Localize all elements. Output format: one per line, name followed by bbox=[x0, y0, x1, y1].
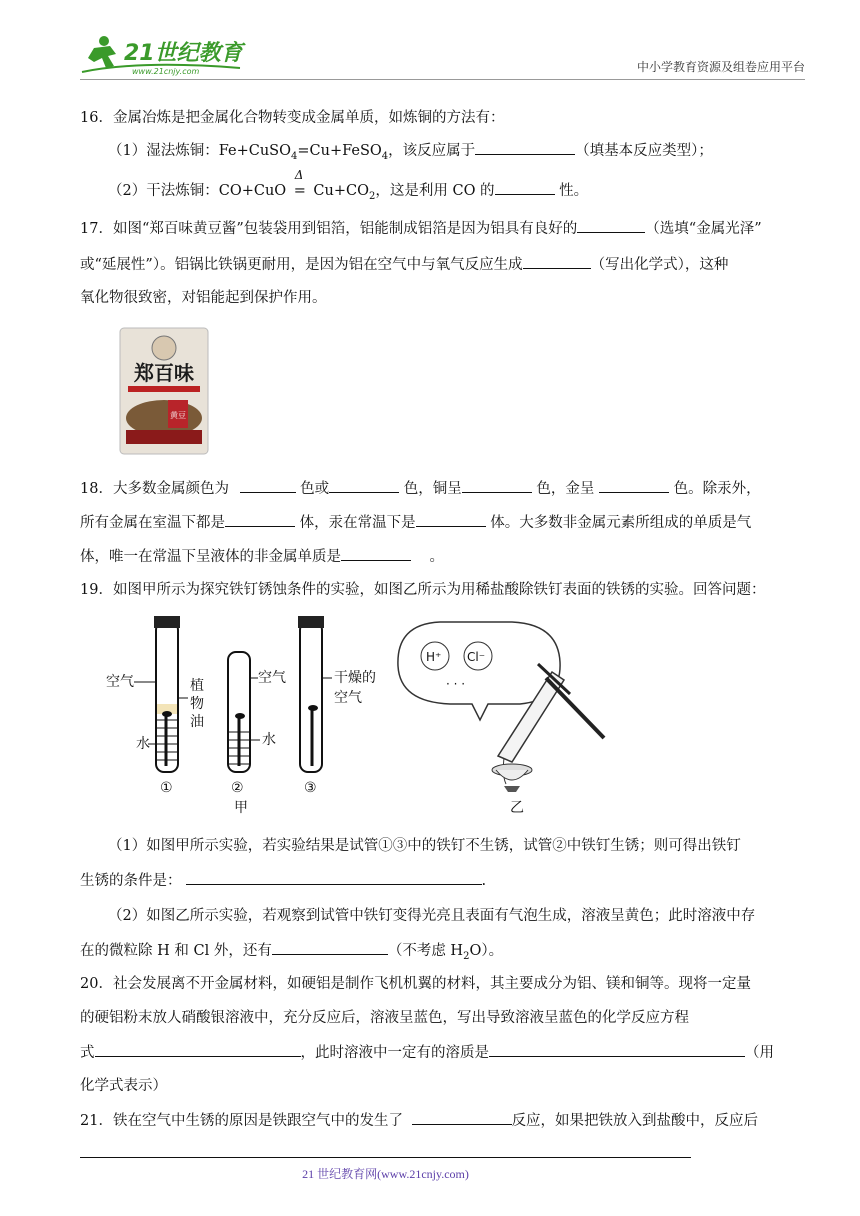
svg-text:②: ② bbox=[231, 780, 244, 796]
svg-text:甲: 甲 bbox=[234, 800, 248, 816]
q19-sub2-line1: （2）如图乙所示实验，若观察到试管中铁钉变得光亮且表面有气泡生成，溶液呈黄色；此时溶液中存 bbox=[108, 908, 756, 924]
q20-line1: 20．社会发展离不开金属材料，如硬铝是制作飞机机翼的材料，其主要成分为铝、镁和铜等。现将一定量 bbox=[80, 976, 751, 992]
svg-text:①: ① bbox=[160, 780, 173, 796]
svg-text:www.21cnjy.com: www.21cnjy.com bbox=[132, 67, 200, 76]
answer-blank[interactable] bbox=[225, 512, 295, 527]
answer-blank[interactable] bbox=[462, 478, 532, 493]
answer-blank[interactable] bbox=[341, 546, 411, 561]
soybean-paste-package-image bbox=[118, 326, 210, 456]
svg-text:空气: 空气 bbox=[334, 690, 362, 706]
answer-blank[interactable] bbox=[489, 1042, 745, 1057]
answer-blank[interactable] bbox=[495, 180, 555, 195]
svg-text:水: 水 bbox=[136, 736, 150, 752]
q16-stem: 16．金属冶炼是把金属化合物转变成金属单质，如炼铜的方法有： bbox=[80, 110, 505, 126]
footer-divider bbox=[80, 1157, 691, 1158]
rust-experiment-figure bbox=[100, 616, 620, 816]
q17-line1: 17．如图“郑百味黄豆酱”包装袋用到铝箔，铝能制成铝箔是因为铝具有良好的 （选填“金属光泽” bbox=[80, 218, 762, 239]
platform-name: 中小学教育资源及组卷应用平台 bbox=[636, 60, 805, 74]
svg-text:H⁺: H⁺ bbox=[426, 650, 442, 664]
answer-blank[interactable] bbox=[523, 254, 591, 269]
answer-blank[interactable] bbox=[240, 478, 296, 493]
q16-part2: （2）干法炼铜：CO+CuO Δ = $Cu+CO_2$，这是利用 CO 的 性。 bbox=[108, 168, 589, 202]
answer-blank[interactable] bbox=[416, 512, 486, 527]
q19-stem: 19．如图甲所示为探究铁钉锈蚀条件的实验，如图乙所示为用稀盐酸除铁钉表面的铁锈的实验。回答问题： bbox=[80, 582, 766, 598]
svg-text:乙: 乙 bbox=[510, 800, 524, 816]
answer-blank[interactable] bbox=[412, 1110, 512, 1125]
q20-line4: 化学式表示） bbox=[80, 1078, 167, 1094]
svg-text:③: ③ bbox=[304, 780, 317, 796]
q18-line2: 所有金属在室温下都是 体，汞在常温下是 体。大多数非金属元素所组成的单质是气 bbox=[80, 512, 751, 533]
answer-blank[interactable] bbox=[186, 870, 482, 885]
q18-line3: 体，唯一在常温下呈液体的非金属单质是 。 bbox=[80, 546, 444, 567]
q19-sub1-line1: （1）如图甲所示实验，若实验结果是试管①③中的铁钉不生锈，试管②中铁钉生锈；则可得出铁钉 bbox=[108, 838, 741, 854]
svg-text:干燥的: 干燥的 bbox=[334, 670, 376, 686]
q20-line3: 式 ，此时溶液中一定有的溶质是 （用 bbox=[80, 1042, 774, 1063]
q16-part1: （1）湿法炼铜：Fe+CuSO$_4$=Cu+FeSO$_4$，该反应属于 （填基本反应类型）； bbox=[108, 140, 713, 161]
answer-blank[interactable] bbox=[599, 478, 669, 493]
answer-blank[interactable] bbox=[329, 478, 399, 493]
svg-text:植: 植 bbox=[190, 678, 204, 694]
q19-sub2-line2: 在的微粒除 H 和 Cl 外，还有 （不考虑 $H_2O$）。 bbox=[80, 940, 503, 961]
q21-line1: 21．铁在空气中生锈的原因是铁跟空气中的发生了 反应，如果把铁放入到盐酸中，反应后 bbox=[80, 1110, 758, 1131]
heat-symbol: Δ = bbox=[293, 168, 306, 199]
svg-text:空气: 空气 bbox=[258, 670, 286, 686]
header-divider bbox=[80, 79, 805, 80]
svg-text:Cl⁻: Cl⁻ bbox=[467, 650, 486, 664]
page-header bbox=[80, 32, 805, 80]
svg-text:空气: 空气 bbox=[106, 674, 134, 690]
footer-text: 21 世纪教育网(www.21cnjy.com) bbox=[302, 1167, 469, 1181]
site-logo bbox=[80, 32, 250, 78]
q19-sub1-line2: 生锈的条件是： . bbox=[80, 870, 486, 891]
svg-text:21世纪教育: 21世纪教育 bbox=[124, 41, 243, 66]
q20-line2: 的硬铝粉末放人硝酸银溶液中，充分反应后，溶液呈蓝色，写出导致溶液呈蓝色的化学反应方程 bbox=[80, 1010, 689, 1026]
svg-text:黄豆: 黄豆 bbox=[170, 411, 186, 420]
answer-blank[interactable] bbox=[475, 140, 575, 155]
svg-text:郑百味: 郑百味 bbox=[134, 361, 194, 385]
q17-line2: 或“延展性”）。铝锅比铁锅更耐用，是因为铝在空气中与氧气反应生成 （写出化学式），这种 bbox=[80, 254, 728, 275]
svg-text:油: 油 bbox=[190, 714, 204, 730]
q17-line3: 氧化物很致密，对铝能起到保护作用。 bbox=[80, 290, 327, 306]
answer-blank[interactable] bbox=[272, 940, 388, 955]
svg-text:水: 水 bbox=[262, 732, 276, 748]
answer-blank[interactable] bbox=[577, 218, 645, 233]
q18-line1: 18．大多数金属颜色为 色或 色，铜呈 色，金呈 色。除汞外， bbox=[80, 478, 761, 499]
svg-text:· · ·: · · · bbox=[446, 677, 466, 691]
answer-blank[interactable] bbox=[95, 1042, 301, 1057]
svg-text:物: 物 bbox=[190, 696, 204, 712]
